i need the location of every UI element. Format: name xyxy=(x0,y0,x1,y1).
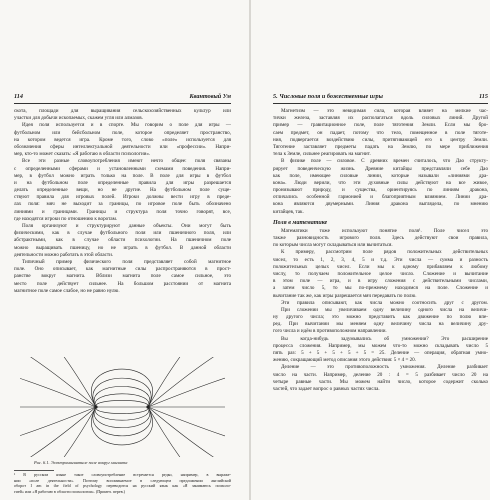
text-line: Поля организуют и структурируют данные объекты. Они могут быть xyxy=(22,223,231,229)
text-line: деятельности можно работать в этой области. xyxy=(14,251,114,258)
text-line: гого числа и идём в противоположном направлении. xyxy=(273,328,387,335)
text-line: обозначения сферы интеллектуальной деятельности или «профессии». Напри- xyxy=(14,143,231,150)
text-line: ния, подвергается воздействию силы, притягивающей его к центру Земли. xyxy=(273,136,488,143)
figure-caption: Рис. 6.1. Электромагнитное поле вокруг магнита xyxy=(34,460,128,465)
left-page-header xyxy=(14,93,231,103)
footnote-line: нии «поле деятельности». Поэтому вспоминаемое в следующем предложении английской xyxy=(14,477,231,483)
right-page xyxy=(251,0,500,500)
right-body-text xyxy=(273,108,488,393)
text-line: отличались особенной гармонией и благоприятным влиянием. Линии дра- xyxy=(273,194,488,201)
text-line: Деление — это противоположность умножения. Деление разбивает xyxy=(281,364,488,371)
right-margin xyxy=(490,0,500,500)
text-line: саем предмет, он падает, потому что тело, помещенное в поле тяготе- xyxy=(273,129,488,136)
text-line: ред. При вычитании мы меняем одну величину числа на величину дру- xyxy=(273,321,488,328)
text-line: скота, площади для выращивания сельскохозяйственных культур или xyxy=(14,108,231,114)
text-line: кона». Люди верили, что эти духовные силы действуют на все живое, xyxy=(273,179,488,186)
field-line xyxy=(96,400,149,407)
text-line: тички железа, заставляя их располагаться вдоль силовых линий. Другой xyxy=(273,115,488,122)
magnet-pole-marker xyxy=(94,405,97,408)
text-line: жению, сокращающий метод описания этого действия: 5 × 4 = 20. xyxy=(273,357,417,364)
field-lines-illustration xyxy=(20,357,225,457)
text-line: как поле, имеющее силовые линии, которые называли «линиями дра- xyxy=(273,172,488,179)
field-line xyxy=(91,369,152,407)
text-line: ствуют правила для игровых полей. Игроки должны вести игру в преде- xyxy=(14,194,231,201)
text-line: тела к Земле, сильнее реагировать на магнит. xyxy=(273,151,371,158)
text-line: чисел, то есть 1, 2, 3, 4, 5 и т.д. Эти числа — сумма и разность xyxy=(273,256,488,263)
text-line: мер, кто-то может сказать: «Я работаю в области психологии». xyxy=(14,151,151,158)
left-page-number: 114 xyxy=(14,93,23,100)
field-line xyxy=(96,407,149,414)
text-line: Математики тоже используют понятие поля¹. Поле чисел это xyxy=(281,227,488,234)
right-page-number: 115 xyxy=(479,93,488,100)
text-line: Тяготение заставляет предметы падать на Землю, по мере приближения xyxy=(273,143,488,150)
magnet-field-figure xyxy=(20,357,225,457)
field-line xyxy=(91,407,152,445)
text-line: В физике поле — силовое. С древних времен считалось, что Дао структу- xyxy=(281,158,488,165)
footnote-line: ¹ В русском языке такое словоупотребление встречается редко, например, в выраже- xyxy=(14,472,231,477)
right-page-header xyxy=(273,93,488,103)
text-line: Вы когда-нибудь задумывались об умножении? Это расширение xyxy=(281,335,488,342)
text-line: также разновидность игрового поля. Здесь действуют свои правила, xyxy=(273,235,488,241)
left-page xyxy=(0,0,249,500)
text-line: магнитное поле самое слабое, но не равно нулю. xyxy=(14,287,120,294)
field-line xyxy=(148,407,213,457)
text-line: абстрактными, как в случае области психологии. На пшеничном поле xyxy=(14,237,231,244)
text-line: кона являются двумерными. Линия дракона выглядела, по мнению xyxy=(273,201,488,208)
text-line: Магнетизм — это невидимая сила, которая влияет на мелкие час- xyxy=(281,108,488,114)
footnote-line: гией» или «Я работаю в области психологии». (Примеч. перев.) xyxy=(14,488,126,494)
text-line: футбольном или бейсбольном поле, которое определяет пространство, xyxy=(14,129,231,136)
text-line: рирует поведенческую жизнь. Древние китайцы представляли себе Дао xyxy=(273,165,488,172)
text-line: мер, в футбол можно играть только на поле. В поле для игры в футбол xyxy=(14,172,231,179)
footnote-rule xyxy=(14,470,54,471)
text-line: где находятся игроки по отношению к воротам. xyxy=(14,215,118,222)
footnote xyxy=(14,472,231,494)
text-line: К примеру, рассмотрим поле рядов положительных действительных xyxy=(281,249,488,256)
field-line xyxy=(31,357,96,407)
text-line: частей, что задает вопрос о равных частях числа. xyxy=(273,385,380,392)
text-line: пять раз: 5 + 5 + 5 + 5 + 5 = 25. Деление — операция, обратная умно- xyxy=(273,350,488,356)
text-line: участки для добычи ископаемых, скажем угля или алмазов. xyxy=(14,115,143,122)
field-line xyxy=(148,357,213,407)
text-line: Все эти разные словоупотребления имеют нечто общее: поля связаны xyxy=(22,158,231,165)
text-line: вычитание так же, как игры разрешается мяч передавать по полю. xyxy=(273,292,417,299)
text-line: по которым числа могут складываться или вычитаться. xyxy=(273,242,393,249)
field-line xyxy=(20,357,96,407)
right-running-title: 5. Числовые поля и божественные игры xyxy=(273,93,383,100)
magnet-pole-marker xyxy=(146,405,149,408)
left-running-title: Квантовый Ум xyxy=(189,93,231,100)
text-line: в этом поле — игра, и в игру сложения с действительными числами, xyxy=(273,278,488,285)
field-line xyxy=(93,407,151,436)
text-line: При сложении мы увеличиваем одну величину одного числа на величи- xyxy=(281,306,488,313)
text-line: процесса сложения. Например, мы можем что-то можно складывать число 5 xyxy=(273,342,488,349)
text-line: а затем число 5, то мы по-прежнему находимся на поле. Сложение и xyxy=(273,285,488,292)
text-line: линиями и границами. Границы и структура поля точно говорят, все, xyxy=(14,208,231,215)
text-line: Идея поля используется и в спорте. Мы говорим о поле для игры — xyxy=(22,122,231,129)
text-line: можно выращивать пшеницу, но не играть в футбол. В данной области xyxy=(14,244,231,251)
text-line: поле. Оно описывает, как магнитные силы распространяются в прост- xyxy=(14,266,231,273)
text-line: китайцев, так. xyxy=(273,208,304,215)
text-line: Эти правила описывают, как числа можно соотносить друг с другом. xyxy=(281,299,488,306)
text-line: с определенными сферами и установленными схемами поведения. Напри- xyxy=(14,165,231,172)
text-line: место поле действует сильнее. На большом расстоянии от магнита xyxy=(14,280,231,287)
right-header-rule xyxy=(273,103,488,104)
footnote-line: оборот I am in the field of psychology переводится на русский язык как «Я занимаюсь психоло- xyxy=(14,483,231,488)
field-line xyxy=(20,407,96,457)
text-line: ну другого числа; это можно представить как движение по полю впе- xyxy=(273,314,488,321)
text-line: Типичный пример физического поля представляет собой магнитное xyxy=(22,258,231,265)
text-line: и на футбольном поле определенные правила для игры разрешается xyxy=(14,179,231,186)
field-line xyxy=(93,378,151,407)
section-title: Поля в математике xyxy=(273,219,328,226)
text-line: числу, то получаем положительное целое число. Сложение и вычитание xyxy=(273,270,488,277)
left-body-text xyxy=(14,108,231,295)
text-line: четыре равные части. Мы можем найти число, которое содержит сколько xyxy=(273,378,488,385)
text-line: физическими, как в случае футбольного поля или пшеничного поля, или xyxy=(14,230,231,237)
field-line xyxy=(31,407,96,457)
field-line xyxy=(148,370,225,407)
text-line: ранстве вокруг магнита. Вблизи магнита поле самое сильное, это xyxy=(14,273,231,280)
text-line: число на части. Например, деление 20 : 4 = 5 разбивает число 20 на xyxy=(273,371,488,378)
text-line: пронизывают природу, и существа, ориентируясь по линиям дракона, xyxy=(273,187,488,194)
left-header-rule xyxy=(14,103,231,104)
text-line: пример — гравитационное поле, поле тяготения Земли. Если мы бро- xyxy=(273,122,488,129)
text-line: лах поля: мяч не выходит за границы, по игровое поле быть обозначено xyxy=(14,201,231,208)
field-line xyxy=(148,407,225,444)
text-line: делать определенные вещи, но не другие. На футбольном поле суще- xyxy=(14,187,231,194)
text-line: положительных целых чисел. Если мы к одному прибавляем к любому xyxy=(273,263,488,270)
text-line: на котором ведется игра. Кроме того, слово «поле» используется для xyxy=(14,136,231,143)
